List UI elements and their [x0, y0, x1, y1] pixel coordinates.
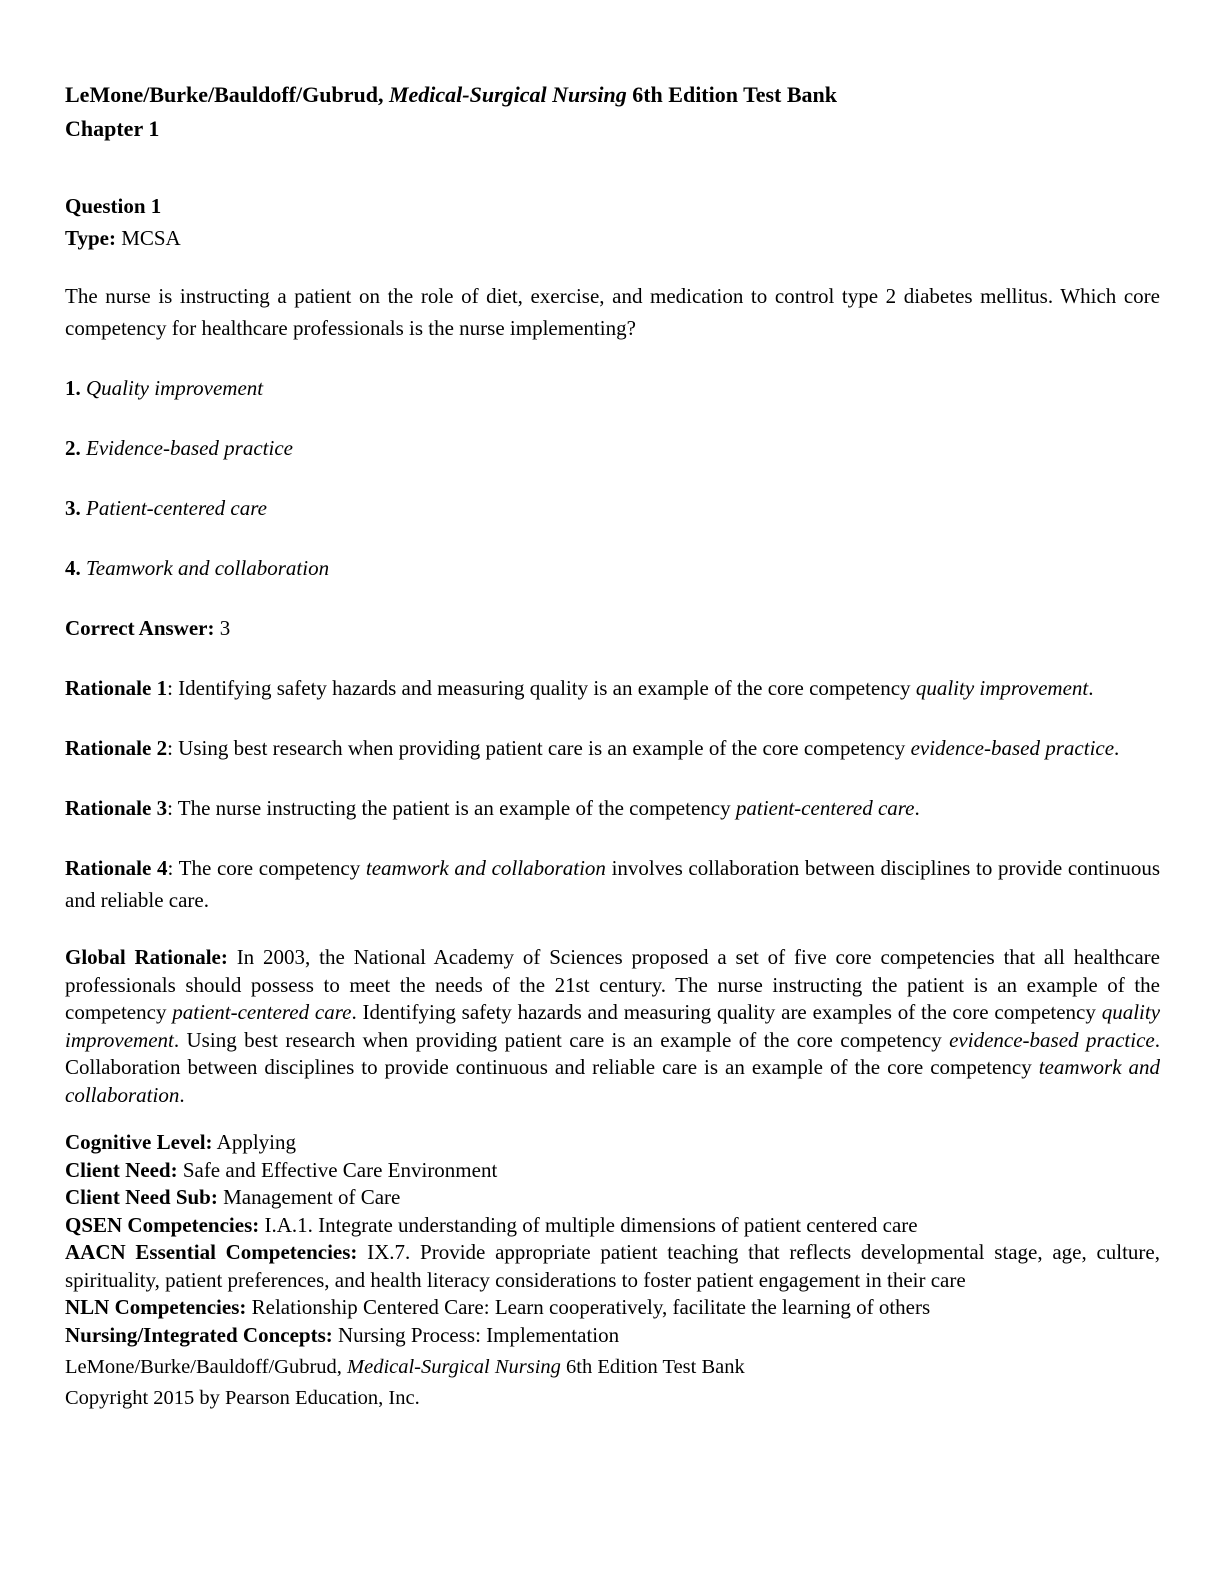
- rationale-1: [65, 672, 1160, 704]
- question-header: [65, 190, 1160, 254]
- rationale-4: [65, 852, 1160, 916]
- text-run: Rationale 3: [65, 796, 168, 820]
- page-footer: [65, 1352, 1160, 1414]
- text-run: Applying: [212, 1130, 296, 1154]
- global-rationale: [65, 944, 1160, 1109]
- text-run: Relationship Centered Care: Learn cooperatively, facilitate the learning of others: [246, 1295, 931, 1319]
- footer-citation: [65, 1352, 1160, 1383]
- text-run: Safe and Effective Care Environment: [177, 1157, 498, 1182]
- text-run: evidence-based practice: [949, 1027, 1155, 1052]
- text-run: Rationale 1: [65, 676, 168, 700]
- text-run: AACN Essential Competencies:: [65, 1240, 358, 1264]
- text-run: quality improvement: [65, 1000, 1161, 1052]
- answer-option-1: [65, 372, 1160, 404]
- cognitive-level: [65, 1129, 1160, 1157]
- text-run: Chapter 1: [65, 116, 160, 141]
- rationale-2: [65, 732, 1160, 764]
- text-run: Rationale 2: [65, 736, 168, 760]
- text-run: Client Need:: [65, 1157, 178, 1182]
- nln-competencies: [65, 1294, 1160, 1322]
- text-run: : The core competency: [167, 856, 366, 880]
- text-run: patient-centered care: [735, 796, 915, 820]
- text-run: 6th Edition Test Bank: [560, 1356, 745, 1378]
- text-run: 4.: [65, 556, 86, 580]
- text-run: involves collaboration between disciplines to provide continuous and reliable care.: [65, 856, 1161, 912]
- text-run: : The nurse instructing the patient is an example of the competency: [167, 796, 736, 820]
- text-run: Medical-Surgical Nursing: [347, 1356, 561, 1378]
- text-run: 3: [214, 616, 231, 640]
- text-run: Medical-Surgical Nursing: [388, 82, 627, 107]
- text-run: teamwork and collaboration: [365, 856, 606, 880]
- text-run: Quality improvement: [86, 376, 264, 400]
- text-run: Question 1: [65, 194, 162, 218]
- text-run: .: [179, 1082, 185, 1107]
- text-run: : Identifying safety hazards and measuring quality is an example of the core competency: [167, 676, 916, 700]
- text-run: Cognitive Level:: [65, 1130, 213, 1154]
- text-run: Rationale 4: [65, 856, 168, 880]
- text-run: LeMone/Burke/Bauldoff/Gubrud,: [65, 1356, 348, 1378]
- correct-answer: [65, 612, 1160, 644]
- text-run: Evidence-based practice: [86, 436, 293, 460]
- answer-option-2: [65, 432, 1160, 464]
- metadata-block: [65, 1129, 1160, 1349]
- text-run: .: [1114, 736, 1120, 760]
- text-run: I.A.1. Integrate understanding of multiple dimensions of patient centered care: [259, 1212, 918, 1237]
- nursing-integrated-concepts: [65, 1322, 1160, 1350]
- client-need: [65, 1157, 1160, 1185]
- text-run: In 2003, the National Academy of Sciences proposed a set of five core competencies that all healthcare professionals should possess to meet the needs of the 21st century. The nurse instructing the patient is an example of the competency: [65, 945, 1160, 1024]
- text-run: .: [1088, 676, 1094, 700]
- text-run: 2.: [65, 436, 86, 460]
- text-run: NLN Competencies:: [65, 1295, 247, 1319]
- document-title: [65, 78, 1160, 146]
- text-run: Type:: [65, 226, 116, 250]
- text-run: MCSA: [115, 226, 181, 250]
- text-run: Nursing Process: Implementation: [332, 1322, 620, 1347]
- text-run: 1.: [65, 376, 86, 400]
- text-run: quality improvement: [915, 676, 1089, 700]
- text-run: 6th Edition Test Bank: [626, 82, 838, 107]
- text-run: teamwork and collaboration: [65, 1055, 1160, 1107]
- text-run: IX.7. Provide appropriate patient teaching that reflects developmental stage, age, culture, spirituality, patient preferences, and health literacy considerations to foster patient engagement in their care: [65, 1240, 1160, 1292]
- text-run: .: [914, 796, 920, 820]
- text-run: Teamwork and collaboration: [86, 556, 330, 580]
- text-run: The nurse is instructing a patient on the role of diet, exercise, and medication to control type 2 diabetes mellitus. Which core competency for healthcare professionals is the nurse implementing?: [65, 284, 1160, 340]
- client-need-sub: [65, 1184, 1160, 1212]
- text-run: evidence-based practice: [910, 736, 1115, 760]
- text-run: QSEN Competencies:: [65, 1212, 260, 1237]
- text-run: Nursing/Integrated Concepts:: [65, 1322, 333, 1347]
- text-run: Copyright 2015 by Pearson Education, Inc.: [65, 1387, 420, 1409]
- text-run: . Collaboration between disciplines to provide continuous and reliable care is an example of the core competency: [65, 1027, 1160, 1079]
- footer-copyright: [65, 1383, 1160, 1414]
- text-run: Global Rationale:: [65, 945, 237, 969]
- question-text: [65, 280, 1160, 344]
- text-run: LeMone/Burke/Bauldoff/Gubrud,: [65, 82, 389, 107]
- text-run: : Using best research when providing patient care is an example of the core competency: [167, 736, 911, 760]
- rationale-3: [65, 792, 1160, 824]
- answer-option-3: [65, 492, 1160, 524]
- text-run: Patient-centered care: [86, 496, 267, 520]
- text-run: Client Need Sub:: [65, 1185, 218, 1209]
- text-run: Correct Answer:: [65, 616, 215, 640]
- qsen-competencies: [65, 1212, 1160, 1240]
- text-run: patient-centered care: [172, 1000, 352, 1024]
- answer-option-4: [65, 552, 1160, 584]
- aacn-essential-competencies: [65, 1239, 1160, 1294]
- text-run: . Identifying safety hazards and measuring quality are examples of the core competency: [351, 1000, 1102, 1024]
- text-run: . Using best research when providing patient care is an example of the core competency: [173, 1027, 950, 1052]
- text-run: Management of Care: [217, 1185, 401, 1209]
- text-run: 3.: [65, 496, 86, 520]
